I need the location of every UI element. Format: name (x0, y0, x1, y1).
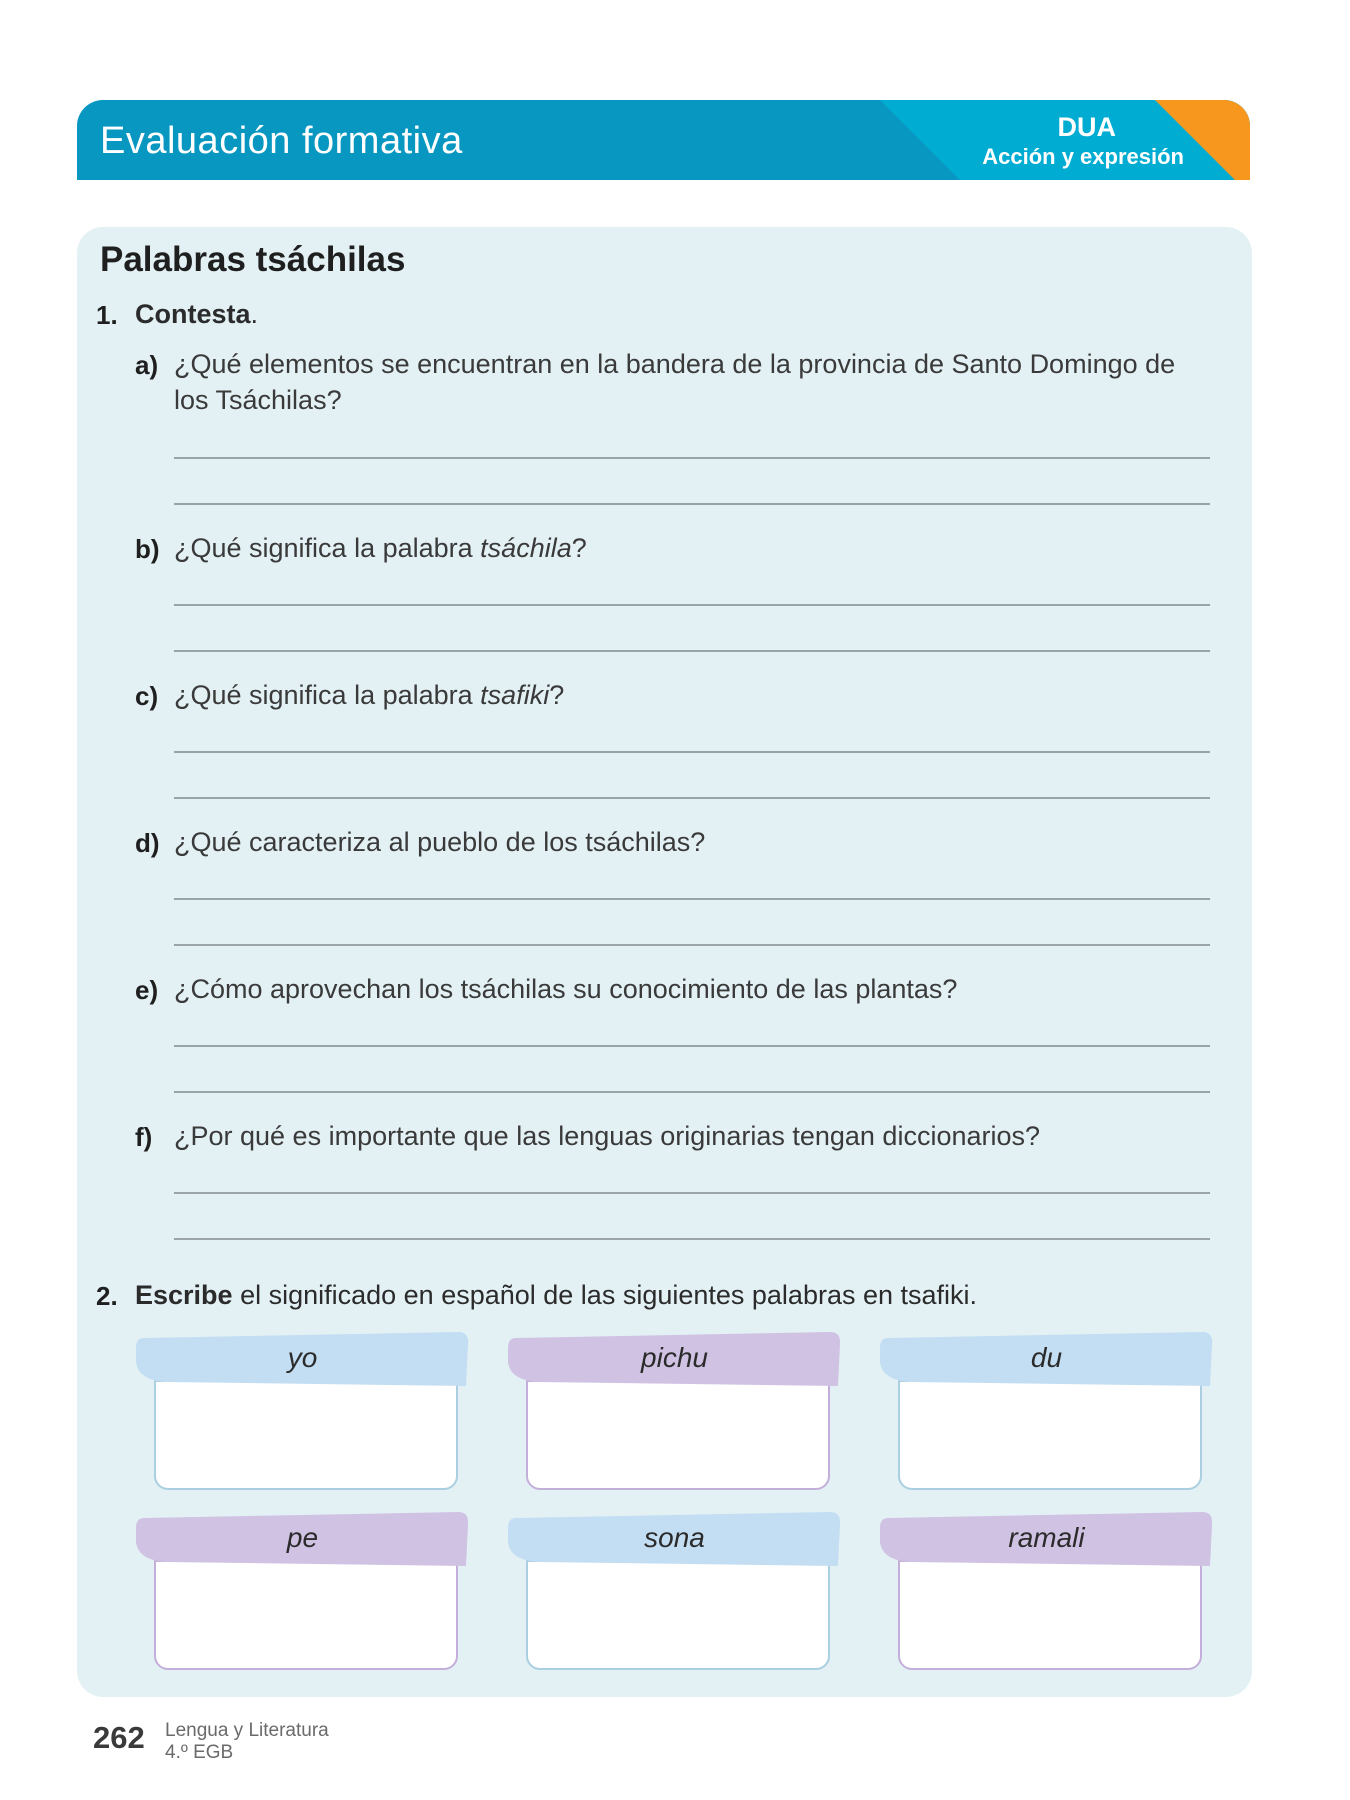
answer-box[interactable] (526, 1380, 830, 1490)
answer-line[interactable] (174, 1045, 1210, 1047)
answer-line[interactable] (174, 1192, 1210, 1194)
answer-box[interactable] (154, 1380, 458, 1490)
banner-title: Evaluación formativa (100, 120, 463, 162)
word-card-sona (508, 1512, 841, 1672)
answer-line[interactable] (174, 650, 1210, 652)
answer-line[interactable] (174, 751, 1210, 753)
dua-subtitle: Acción y expresión (982, 144, 1184, 169)
item-e-letter: e) (135, 975, 159, 1005)
word-label: sona (644, 1522, 705, 1553)
item-a-letter: a) (135, 350, 159, 380)
item-c-letter: c) (135, 681, 159, 711)
answer-line[interactable] (174, 944, 1210, 946)
answer-line[interactable] (174, 1091, 1210, 1093)
word-card-du (880, 1332, 1213, 1492)
word-card-yo (136, 1332, 469, 1492)
answer-box[interactable] (898, 1380, 1202, 1490)
answer-line[interactable] (174, 503, 1210, 505)
question-1-number: 1. (96, 300, 118, 330)
word-label: pe (286, 1522, 319, 1553)
word-label: du (1030, 1342, 1063, 1373)
item-e-question: ¿Cómo aprovechan los tsáchilas su conocimiento de las plantas? (174, 974, 958, 1004)
question-2-instruction: Escribe el significado en español de las siguientes palabras en tsafiki. (135, 1280, 978, 1310)
answer-line[interactable] (174, 898, 1210, 900)
answer-line[interactable] (174, 1238, 1210, 1240)
word-label: ramali (1008, 1522, 1085, 1553)
answer-line[interactable] (174, 457, 1210, 459)
item-b-letter: b) (135, 534, 160, 564)
item-f-question: ¿Por qué es importante que las lenguas originarias tengan diccionarios? (174, 1121, 1041, 1151)
answer-box[interactable] (154, 1560, 458, 1670)
question-2-number: 2. (96, 1281, 118, 1311)
word-card-pe (136, 1512, 469, 1672)
word-card-pichu (508, 1332, 841, 1492)
dua-title: DUA (1057, 112, 1116, 142)
item-a-question: ¿Qué elementos se encuentran en la bandera de la provincia de Santo Domingo de los Tsáchilas? (174, 349, 1176, 415)
word-label: yo (287, 1342, 318, 1373)
answer-line[interactable] (174, 604, 1210, 606)
section-banner (77, 100, 1250, 180)
answer-line[interactable] (174, 797, 1210, 799)
answer-box[interactable] (898, 1560, 1202, 1670)
footer-grade: 4.º EGB (165, 1742, 234, 1763)
item-d-question: ¿Qué caracteriza al pueblo de los tsáchilas? (174, 827, 706, 857)
item-f-letter: f) (135, 1122, 153, 1152)
word-card-ramali (880, 1512, 1213, 1672)
page-number: 262 (93, 1720, 145, 1755)
footer-subject: Lengua y Literatura (165, 1720, 329, 1741)
item-d-letter: d) (135, 828, 160, 858)
question-1-instruction: Contesta. (135, 299, 259, 329)
section-title: Palabras tsáchilas (100, 240, 406, 279)
dua-badge (850, 100, 1250, 180)
item-b-question: ¿Qué significa la palabra tsáchila? (174, 533, 587, 563)
word-label: pichu (641, 1342, 708, 1373)
item-c-question: ¿Qué significa la palabra tsafiki? (174, 680, 565, 710)
answer-box[interactable] (526, 1560, 830, 1670)
